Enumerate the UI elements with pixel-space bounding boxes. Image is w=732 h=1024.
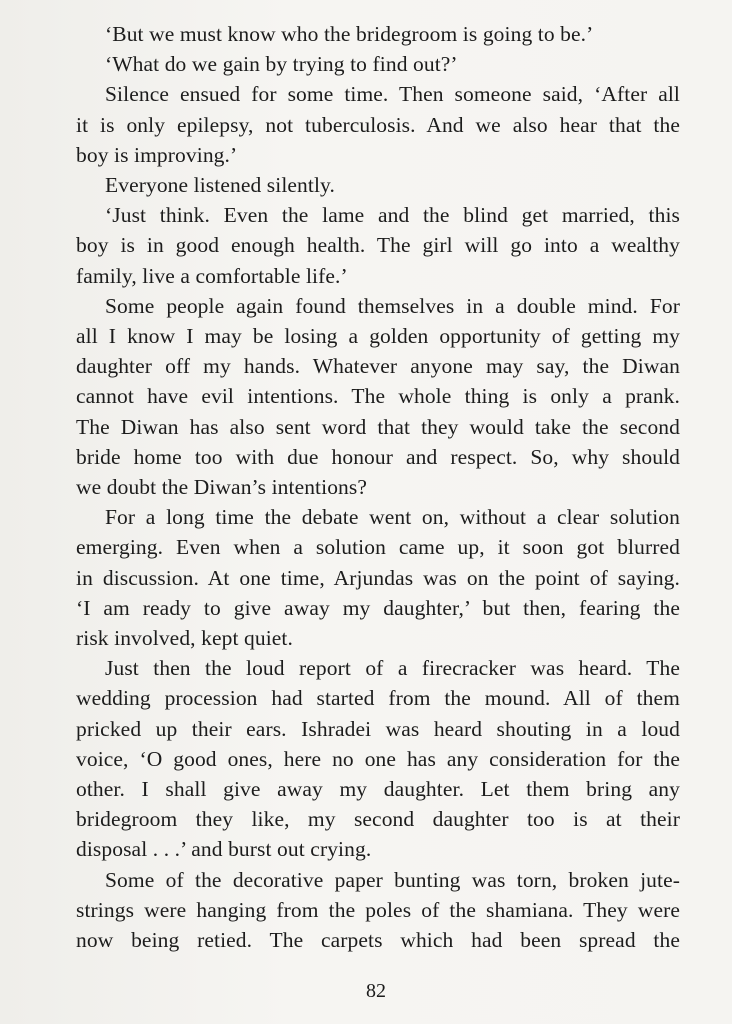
text-line: disposal . . .’ and burst out crying.: [76, 837, 372, 862]
text-line: wedding procession had started from the mound. All of them: [76, 686, 680, 711]
text-line: Everyone listened silently.: [105, 173, 335, 197]
text-line: The Diwan has also sent word that they would take the second: [76, 414, 680, 439]
text-line: now being retied. The carpets which had been spread the: [76, 928, 680, 952]
text-line: pricked up their ears. Ishradei was heard shouting in a loud: [76, 716, 680, 741]
text-line: bride home too with due honour and respect. So, why should: [76, 444, 680, 469]
text-line: cannot have evil intentions. The whole thing is only a prank.: [76, 384, 680, 409]
text-line: strings were hanging from the poles of the shamiana. They were: [76, 897, 680, 922]
text-line: ‘I am ready to give away my daughter,’ but then, fearing the: [76, 595, 680, 620]
text-line: family, live a comfortable life.’: [76, 263, 348, 288]
text-line: all I know I may be losing a golden opportunity of getting my: [76, 324, 680, 348]
text-line: daughter off my hands. Whatever anyone may say, the Diwan: [76, 354, 680, 379]
text-line: Some people again found themselves in a double mind. For: [105, 293, 680, 318]
text-line: ‘But we must know who the bridegroom is going to be.’: [105, 22, 594, 46]
text-line: it is only epilepsy, not tuberculosis. And we also hear that the: [76, 112, 680, 137]
text-line: other. I shall give away my daughter. Let them bring any: [76, 777, 680, 801]
text-line: boy is in good enough health. The girl will go into a wealthy: [76, 233, 680, 258]
text-line: risk involved, kept quiet.: [76, 626, 293, 650]
text-line: ‘Just think. Even the lame and the blind get married, this: [105, 203, 680, 228]
page-number: 82: [366, 980, 386, 1002]
text-line: Silence ensued for some time. Then someone said, ‘After all: [105, 82, 680, 107]
text-line: For a long time the debate went on, without a clear solution: [105, 505, 680, 530]
text-line: bridegroom they like, my second daughter too is at their: [76, 807, 680, 832]
text-line: voice, ‘O good ones, here no one has any consideration for the: [76, 746, 680, 771]
text-line: boy is improving.’: [76, 142, 238, 167]
text-line: in discussion. At one time, Arjundas was on the point of saying.: [76, 565, 680, 590]
text-line: emerging. Even when a solution came up, it soon got blurred: [76, 535, 680, 560]
text-line: Some of the decorative paper bunting was torn, broken jute-: [105, 867, 680, 892]
text-line: we doubt the Diwan’s intentions?: [76, 475, 368, 499]
text-line: Just then the loud report of a firecracker was heard. The: [105, 656, 680, 681]
text-line: ‘What do we gain by trying to find out?’: [105, 52, 458, 77]
